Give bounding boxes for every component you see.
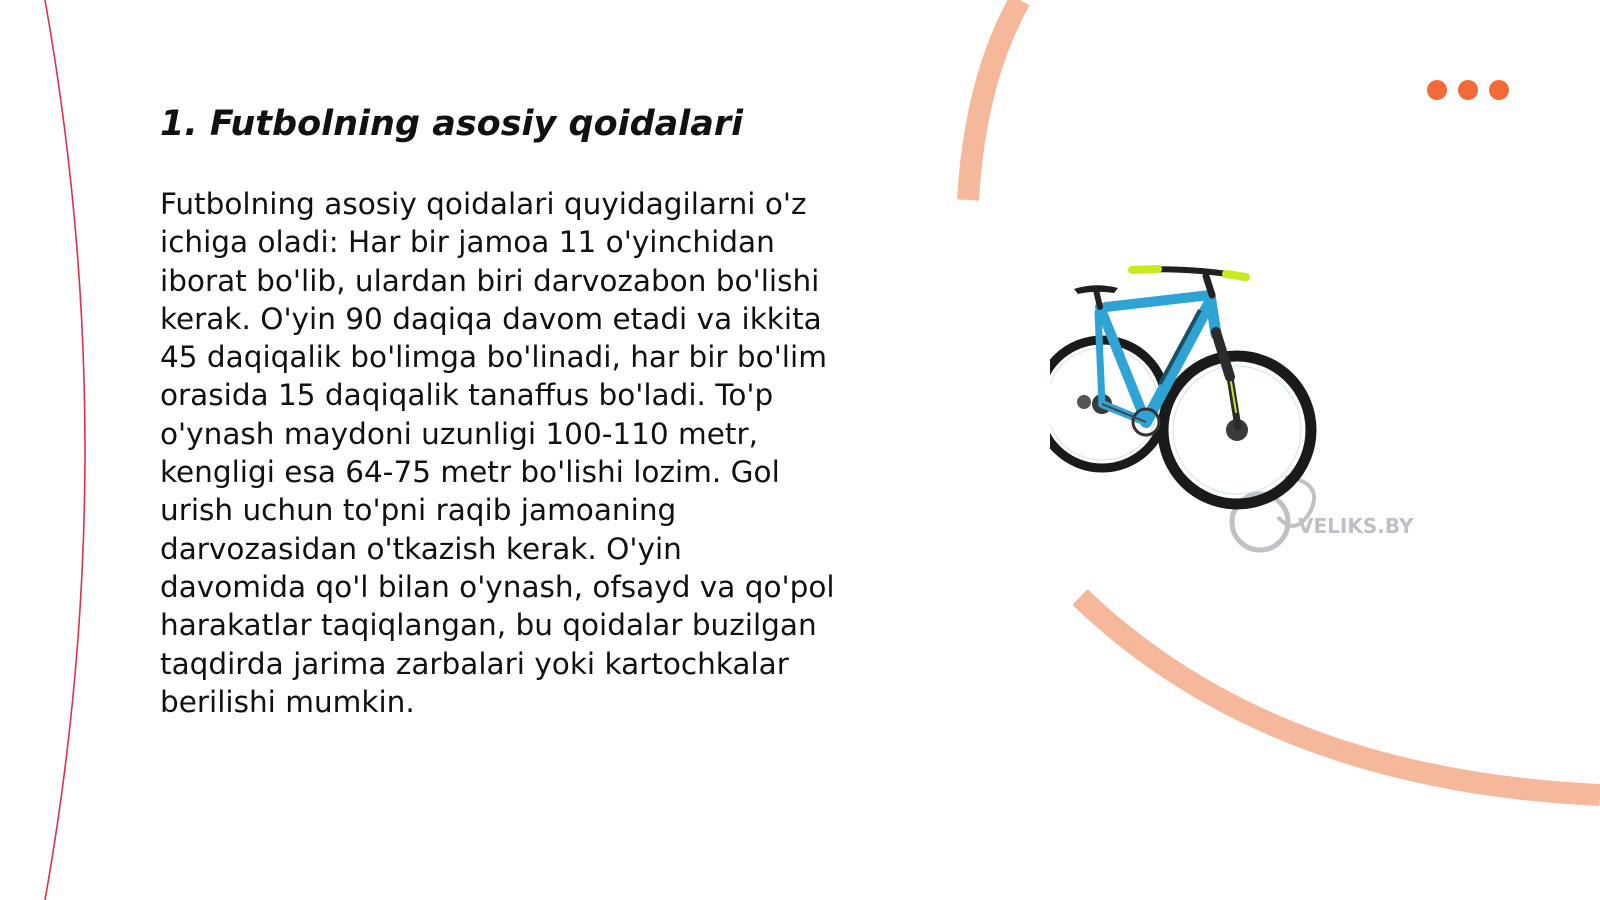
body-line: o'ynash maydoni uzunligi 100-110 metr, bbox=[160, 416, 759, 451]
dot-3 bbox=[1489, 80, 1509, 100]
body-line: darvozasidan o'tkazish kerak. O'yin bbox=[160, 531, 682, 566]
body-line: urish uchun to'pni raqib jamoaning bbox=[160, 493, 677, 528]
slide-body-text bbox=[160, 185, 850, 721]
lower-peach-arc bbox=[1080, 597, 1600, 795]
body-line: taqdirda jarima zarbalari yoki kartochkalar bbox=[160, 646, 789, 681]
watermark-logo bbox=[1232, 477, 1414, 550]
watermark-text: VELIKS.BY bbox=[1298, 514, 1414, 538]
body-line: 45 daqiqalik bo'limga bo'linadi, har bir bo'lim bbox=[160, 340, 827, 375]
upper-peach-arc bbox=[968, 0, 1020, 200]
left-red-curve bbox=[45, 0, 85, 900]
body-line: kengligi esa 64-75 metr bo'lishi lozim. Gol bbox=[160, 455, 780, 490]
body-line: davomida qo'l bilan o'ynash, ofsayd va qo'pol bbox=[160, 569, 835, 604]
bicycle-image bbox=[1050, 262, 1450, 572]
body-line: berilishi mumkin. bbox=[160, 684, 415, 719]
front-fork bbox=[1216, 332, 1238, 427]
body-line: harakatlar taqiqlangan, bu qoidalar buzilgan bbox=[160, 608, 817, 643]
body-line: ichiga oladi: Har bir jamoa 11 o'yinchidan bbox=[160, 225, 775, 260]
body-line: Futbolning asosiy qoidalari quyidagilarni o'z bbox=[160, 187, 807, 221]
dot-1 bbox=[1427, 80, 1447, 100]
dot-2 bbox=[1458, 80, 1478, 100]
menu-dots bbox=[1427, 80, 1509, 100]
body-line: iborat bo'lib, ulardan biri darvozabon bo'lishi bbox=[160, 263, 820, 298]
body-line: orasida 15 daqiqalik tanaffus bo'ladi. To'p bbox=[160, 378, 774, 413]
slide-title: 1. Futbolning asosiy qoidalari bbox=[160, 104, 744, 144]
body-line: kerak. O'yin 90 daqiqa davom etadi va ikkita bbox=[160, 301, 822, 336]
